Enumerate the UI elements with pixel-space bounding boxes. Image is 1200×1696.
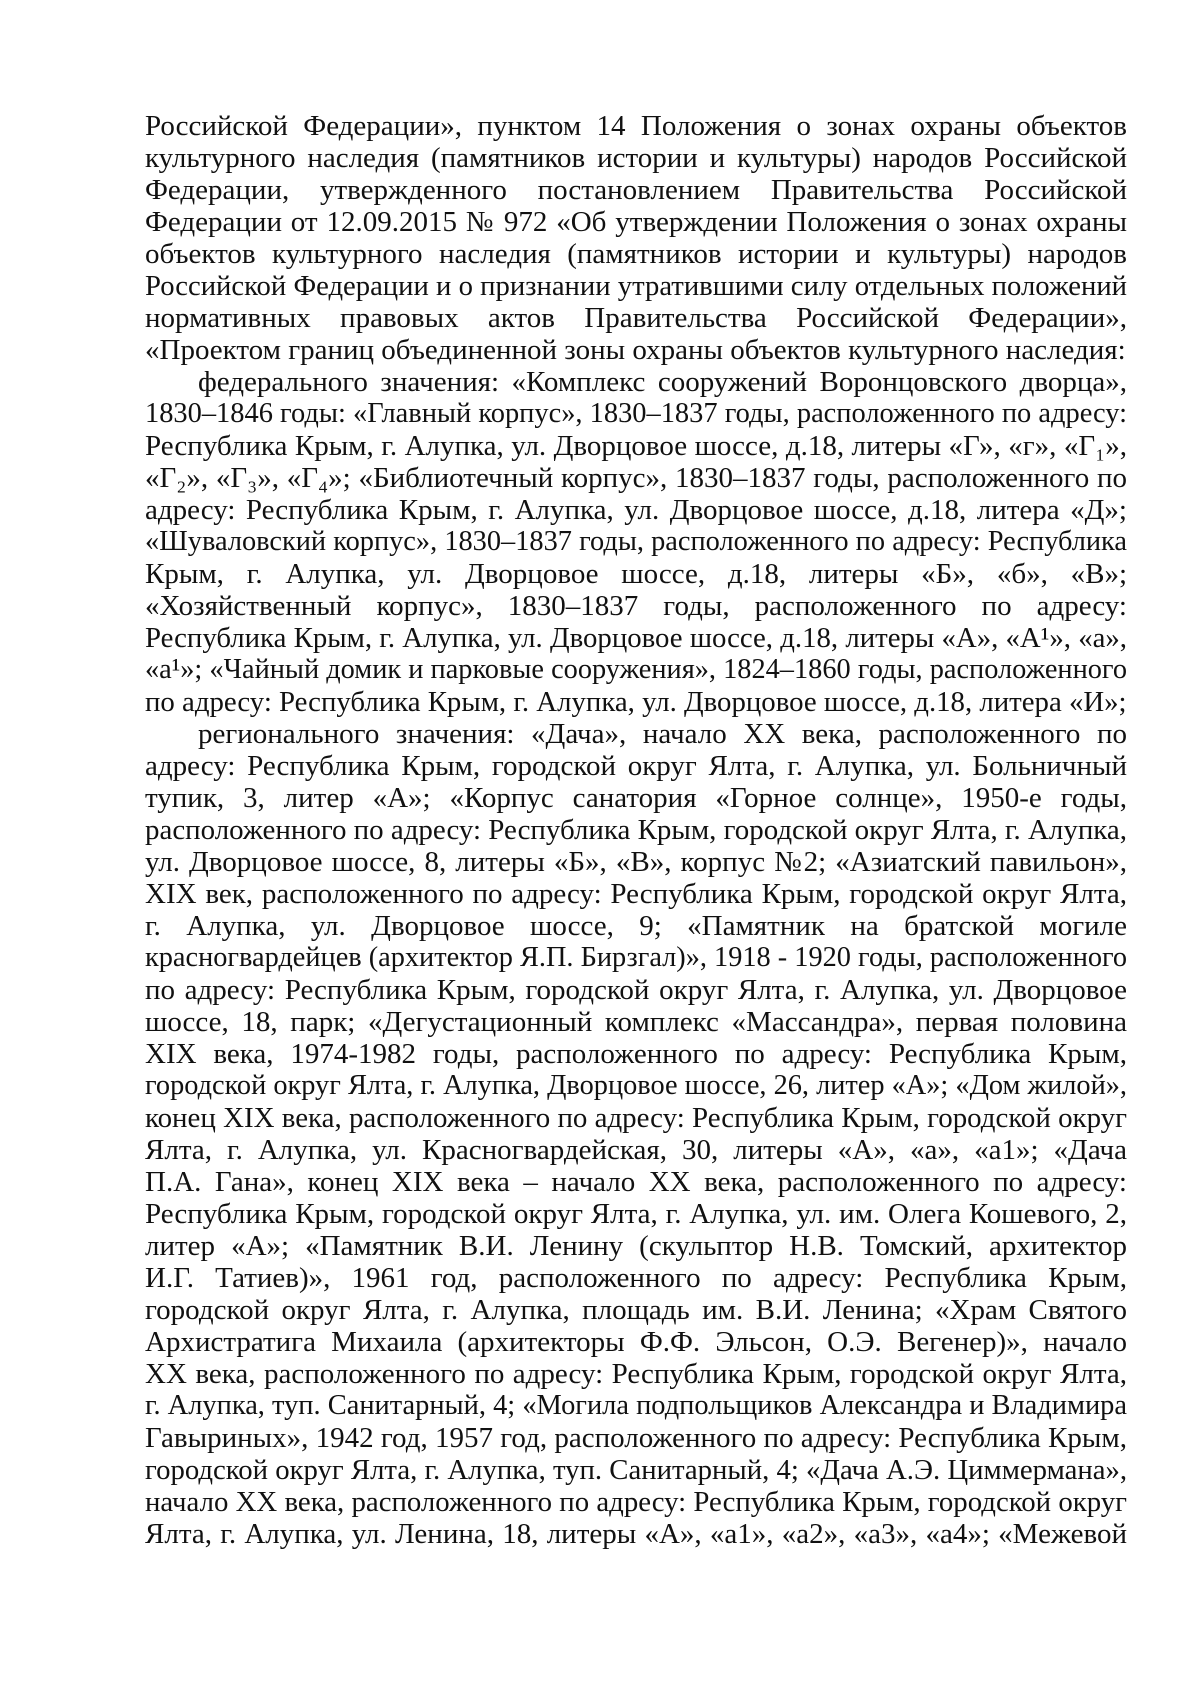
text-line: ул. Дворцовое шоссе, 8, литеры «Б», «В», корпус №2; «Азиатский павильон», xyxy=(145,846,1127,878)
text-line: г. Алупка, ул. Дворцовое шоссе, 9; «Памятник на братской могиле xyxy=(145,910,1127,942)
text-line: городской округ Ялта, г. Алупка, туп. Санитарный, 4; «Дача А.Э. Циммермана», xyxy=(145,1454,1128,1486)
text-line: Республика Крым, г. Алупка, ул. Дворцовое шоссе, д.18, литеры «А», «А¹», «а», xyxy=(145,622,1127,654)
text-line: Федерации от 12.09.2015 № 972 «Об утверждении Положения о зонах охраны xyxy=(145,206,1127,238)
text-line: Российской Федерации», пунктом 14 Положения о зонах охраны объектов xyxy=(145,110,1127,142)
text-line: «Хозяйственный корпус», 1830–1837 годы, расположенного по адресу: xyxy=(145,590,1127,622)
text-line: тупик, 3, литер «А»; «Корпус санатория «Горное солнце», 1950-е годы, xyxy=(145,782,1127,814)
paragraph-first-line: федерального значения: «Комплекс сооружений Воронцовского дворца», xyxy=(198,366,1127,398)
text-line: шоссе, 18, парк; «Дегустационный комплекс «Массандра», первая половина xyxy=(145,1006,1127,1038)
text-line: Республика Крым, городской округ Ялта, г. Алупка, ул. им. Олега Кошевого, 2, xyxy=(145,1198,1127,1230)
text-line: начало XX века, расположенного по адресу: Республика Крым, городской округ xyxy=(145,1486,1127,1518)
document-page xyxy=(145,110,1127,1550)
text-line: адресу: Республика Крым, городской округ Ялта, г. Алупка, ул. Больничный xyxy=(145,750,1127,782)
text-line: Гавыриных», 1942 год, 1957 год, расположенного по адресу: Республика Крым, xyxy=(145,1422,1127,1454)
text-line: нормативных правовых актов Правительства Российской Федерации», xyxy=(145,302,1127,334)
paragraph-first-line: регионального значения: «Дача», начало XX века, расположенного по xyxy=(198,718,1127,750)
text-line: городской округ Ялта, г. Алупка, Дворцовое шоссе, 26, литер «А»; «Дом жилой», xyxy=(145,1070,1127,1101)
text-line: «а¹»; «Чайный домик и парковые сооружения», 1824–1860 годы, расположенного xyxy=(145,654,1127,685)
text-line: по адресу: Республика Крым, городской округ Ялта, г. Алупка, ул. Дворцовое xyxy=(145,974,1127,1006)
text-line: «Шуваловский корпус», 1830–1837 годы, расположенного по адресу: Республика xyxy=(145,526,1127,557)
text-line: расположенного по адресу: Республика Крым, городской округ Ялта, г. Алупка, xyxy=(145,814,1127,846)
text-line: 1830–1846 годы: «Главный корпус», 1830–1837 годы, расположенного по адресу: xyxy=(145,398,1127,429)
text-line: XIX век, расположенного по адресу: Республика Крым, городской округ Ялта, xyxy=(145,878,1127,910)
text-line: Архистратига Михаила (архитекторы Ф.Ф. Эльсон, О.Э. Вегенер)», начало xyxy=(145,1326,1127,1358)
text-line: Ялта, г. Алупка, ул. Красногвардейская, 30, литеры «А», «а», «а1»; «Дача xyxy=(145,1134,1127,1166)
text-line: Республика Крым, г. Алупка, ул. Дворцовое шоссе, д.18, литеры «Г», «г», «Г₁», xyxy=(145,430,1127,462)
text-line: литер «А»; «Памятник В.И. Ленину (скульптор Н.В. Томский, архитектор xyxy=(145,1230,1127,1262)
text-line: красногвардейцев (архитектор Я.П. Бирзгал)», 1918 - 1920 годы, расположенного xyxy=(145,942,1128,973)
text-line: П.А. Гана», конец XIX века – начало XX века, расположенного по адресу: xyxy=(145,1166,1127,1198)
text-line: «Г₂», «Г₃», «Г₄»; «Библиотечный корпус», 1830–1837 годы, расположенного по xyxy=(145,462,1127,494)
text-line: городской округ Ялта, г. Алупка, площадь им. В.И. Ленина; «Храм Святого xyxy=(145,1294,1127,1326)
text-line: г. Алупка, туп. Санитарный, 4; «Могила подпольщиков Александра и Владимира xyxy=(145,1390,1127,1421)
text-line: Ялта, г. Алупка, ул. Ленина, 18, литеры «А», «а1», «а2», «а3», «а4»; «Межевой xyxy=(145,1518,1127,1550)
text-line: Крым, г. Алупка, ул. Дворцовое шоссе, д.18, литеры «Б», «б», «В»; xyxy=(145,558,1127,590)
text-line: по адресу: Республика Крым, г. Алупка, ул. Дворцовое шоссе, д.18, литера «И»; xyxy=(145,686,1127,718)
text-line: культурного наследия (памятников истории и культуры) народов Российской xyxy=(145,142,1127,174)
text-line: Федерации, утвержденного постановлением Правительства Российской xyxy=(145,174,1127,206)
text-line: И.Г. Татиев)», 1961 год, расположенного по адресу: Республика Крым, xyxy=(145,1262,1127,1294)
text-line: объектов культурного наследия (памятников истории и культуры) народов xyxy=(145,238,1127,270)
text-line: конец XIX века, расположенного по адресу: Республика Крым, городской округ xyxy=(145,1102,1127,1134)
text-line: XIX века, 1974-1982 годы, расположенного по адресу: Республика Крым, xyxy=(145,1038,1127,1070)
text-line: «Проектом границ объединенной зоны охраны объектов культурного наследия: xyxy=(145,334,1126,366)
text-line: Российской Федерации и о признании утратившими силу отдельных положений xyxy=(145,270,1127,302)
text-line: адресу: Республика Крым, г. Алупка, ул. Дворцовое шоссе, д.18, литера «Д»; xyxy=(145,494,1127,526)
text-line: XX века, расположенного по адресу: Республика Крым, городской округ Ялта, xyxy=(145,1358,1127,1390)
